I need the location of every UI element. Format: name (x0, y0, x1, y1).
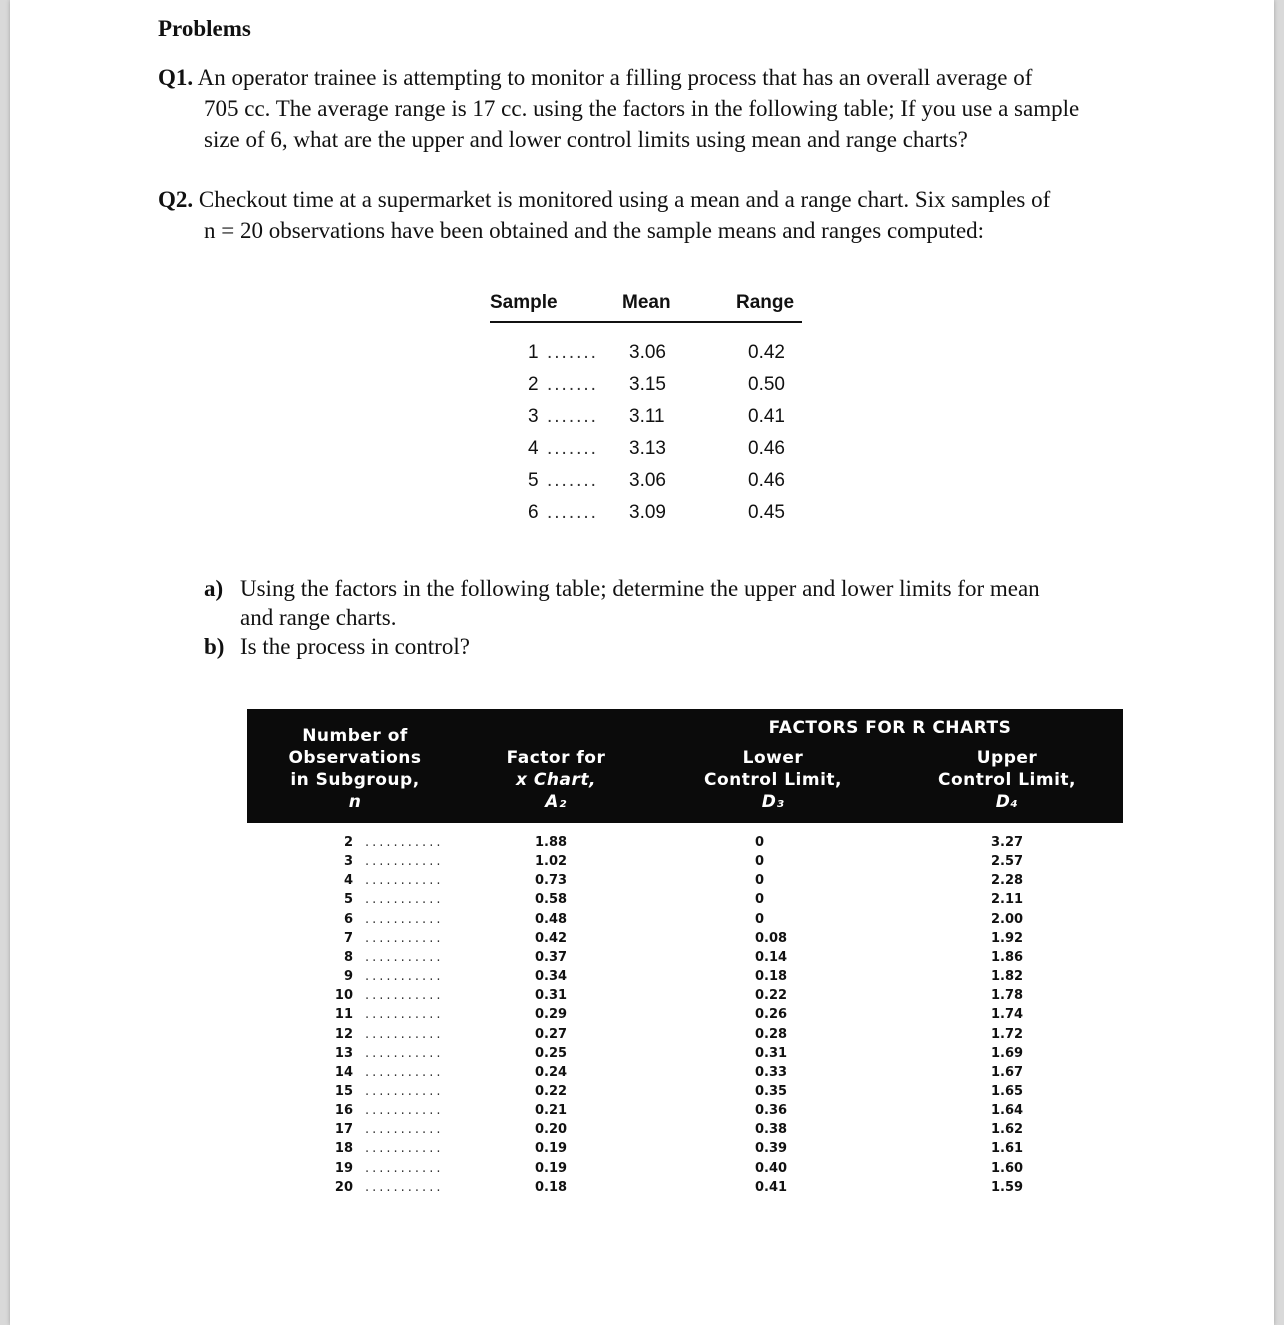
factor-row (247, 1007, 1123, 1026)
d4-value: 1.62 (991, 1122, 1024, 1138)
range-header: Range (736, 292, 795, 313)
observations-header-line: in Subgroup, (290, 770, 420, 790)
leader-dots: ........... (365, 1026, 444, 1042)
subgroup-size: 9 (343, 969, 353, 985)
sample-number: 4 (528, 438, 539, 459)
leader-dots: ........... (365, 1083, 444, 1099)
subquestion-a-line-1: Using the factors in the following table; determine the upper and lower limits for mean (240, 576, 1040, 601)
d3-header-line: Lower (742, 748, 804, 768)
d3-value: 0.38 (755, 1122, 788, 1138)
d4-value: 1.59 (991, 1179, 1024, 1195)
leader-dots: ........... (365, 873, 444, 889)
factor-row (247, 988, 1123, 1007)
d4-value: 1.86 (991, 949, 1024, 965)
factors-for-r-charts-header: FACTORS FOR R CHARTS (768, 718, 1012, 738)
d3-value: 0.26 (755, 1007, 788, 1023)
d3-value: 0.28 (755, 1026, 788, 1042)
factor-row (247, 1046, 1123, 1065)
factor-row (247, 1027, 1123, 1046)
a2-value: 0.19 (535, 1160, 568, 1176)
question-2-line-2: n = 20 observations have been obtained and the sample means and ranges computed: (204, 218, 985, 243)
subgroup-size: 20 (334, 1179, 353, 1195)
d4-value: 2.28 (991, 873, 1024, 889)
observations-header-symbol: n (348, 792, 362, 812)
a2-value: 0.73 (535, 873, 568, 889)
subquestion-b-label: b) (204, 634, 225, 659)
leader-dots: ........... (365, 1122, 444, 1138)
d4-value: 1.74 (991, 1007, 1024, 1023)
d4-value: 2.11 (991, 892, 1024, 908)
leader-dots: ....... (547, 502, 598, 523)
factor-row (247, 835, 1123, 854)
leader-dots: ....... (547, 342, 598, 363)
question-1-line-3: size of 6, what are the upper and lower control limits using mean and range charts? (204, 127, 968, 152)
sample-mean: 3.15 (629, 374, 666, 395)
sample-row (490, 374, 810, 406)
d4-header-line: Control Limit, (938, 770, 1076, 790)
subgroup-size: 6 (343, 911, 353, 927)
leader-dots: ........... (365, 1064, 444, 1080)
document-page (10, 0, 1274, 1325)
a2-value: 0.29 (535, 1007, 568, 1023)
sample-number: 2 (528, 374, 539, 395)
d3-value: 0.36 (755, 1103, 788, 1119)
leader-dots: ....... (547, 470, 598, 491)
sample-row (490, 438, 810, 470)
sample-number: 5 (528, 470, 539, 491)
a2-value: 0.21 (535, 1103, 568, 1119)
factor-row (247, 912, 1123, 931)
d4-value: 1.65 (991, 1083, 1024, 1099)
sample-range: 0.42 (748, 342, 785, 363)
question-2-line-1: Checkout time at a supermarket is monitored using a mean and a range chart. Six samples of (198, 187, 1051, 212)
a2-value: 0.27 (535, 1026, 568, 1042)
leader-dots: ........... (365, 835, 444, 850)
a2-value: 0.24 (535, 1064, 568, 1080)
d4-value: 1.82 (991, 969, 1024, 985)
leader-dots: ........... (365, 969, 444, 985)
d3-value: 0 (755, 892, 765, 908)
leader-dots: ........... (365, 949, 444, 965)
a2-header-line: Factor for (506, 748, 606, 768)
d3-value: 0.33 (755, 1064, 788, 1080)
subgroup-size: 13 (334, 1045, 353, 1061)
subgroup-size: 17 (334, 1122, 353, 1138)
d4-value: 1.67 (991, 1064, 1024, 1080)
a2-value: 0.31 (535, 988, 568, 1004)
observations-header-line: Observations (288, 748, 422, 768)
subgroup-size: 19 (334, 1160, 353, 1176)
subgroup-size: 12 (334, 1026, 353, 1042)
d4-value: 3.27 (991, 835, 1024, 850)
a2-value: 0.18 (535, 1179, 568, 1195)
question-1-label: Q1. (158, 65, 194, 90)
factor-row (247, 892, 1123, 911)
observations-header-line: Number of (302, 726, 408, 746)
subgroup-size: 5 (343, 892, 353, 908)
d3-header-symbol: D₃ (761, 792, 785, 812)
a2-value: 0.34 (535, 969, 568, 985)
d3-value: 0.39 (755, 1141, 788, 1157)
leader-dots: ........... (365, 892, 444, 908)
d4-value: 1.78 (991, 988, 1024, 1004)
a2-value: 0.19 (535, 1141, 568, 1157)
d3-value: 0 (755, 854, 765, 870)
d4-value: 1.72 (991, 1026, 1024, 1042)
subgroup-size: 11 (334, 1007, 353, 1023)
leader-dots: ........... (365, 988, 444, 1004)
question-1-line-1: An operator trainee is attempting to monitor a filling process that has an overall average of (197, 65, 1033, 90)
d3-value: 0.08 (755, 930, 788, 946)
factor-row (247, 1180, 1123, 1199)
d3-value: 0 (755, 835, 765, 850)
subgroup-size: 8 (343, 949, 353, 965)
mean-header: Mean (622, 292, 671, 313)
sample-row (490, 406, 810, 438)
d4-value: 2.57 (991, 854, 1024, 870)
subquestion-b-text: Is the process in control? (240, 634, 470, 659)
leader-dots: ........... (365, 1103, 444, 1119)
d4-header-symbol: D₄ (995, 792, 1019, 812)
subgroup-size: 10 (334, 988, 353, 1004)
subgroup-size: 16 (334, 1103, 353, 1119)
leader-dots: ....... (547, 374, 598, 395)
factor-row (247, 1161, 1123, 1180)
leader-dots: ........... (365, 1160, 444, 1176)
d4-value: 1.92 (991, 930, 1024, 946)
factor-table-header (247, 709, 1123, 823)
d3-value: 0.35 (755, 1083, 788, 1099)
a2-value: 0.48 (535, 911, 568, 927)
sample-mean: 3.06 (629, 470, 666, 491)
factor-row (247, 1141, 1123, 1160)
factor-row (247, 1103, 1123, 1122)
sample-mean: 3.09 (629, 502, 666, 523)
sample-header: Sample (490, 292, 558, 313)
d4-value: 1.60 (991, 1160, 1024, 1176)
factor-row (247, 950, 1123, 969)
leader-dots: ........... (365, 1141, 444, 1157)
factor-row (247, 1084, 1123, 1103)
a2-value: 0.25 (535, 1045, 568, 1061)
d4-value: 1.61 (991, 1141, 1024, 1157)
factor-row (247, 931, 1123, 950)
d3-value: 0.14 (755, 949, 788, 965)
sample-range: 0.45 (748, 502, 785, 523)
observations-header (255, 725, 455, 813)
sample-range: 0.46 (748, 470, 785, 491)
d3-value: 0.40 (755, 1160, 788, 1176)
a2-value: 0.22 (535, 1083, 568, 1099)
a2-value: 0.58 (535, 892, 568, 908)
a2-value: 0.42 (535, 930, 568, 946)
d3-value: 0 (755, 873, 765, 889)
d3-value: 0.31 (755, 1045, 788, 1061)
d3-header (673, 747, 873, 813)
leader-dots: ........... (365, 854, 444, 870)
question-2-label: Q2. (158, 187, 194, 212)
header-rule (490, 321, 802, 323)
sample-range: 0.41 (748, 406, 785, 427)
subgroup-size: 2 (343, 835, 353, 850)
d4-value: 1.64 (991, 1103, 1024, 1119)
factor-row (247, 969, 1123, 988)
leader-dots: ........... (365, 911, 444, 927)
sample-number: 1 (528, 342, 539, 363)
a2-value: 0.37 (535, 949, 568, 965)
leader-dots: ....... (547, 406, 598, 427)
d4-value: 2.00 (991, 911, 1024, 927)
sample-row (490, 342, 810, 374)
a2-value: 1.02 (535, 854, 568, 870)
d4-header-line: Upper (976, 748, 1038, 768)
sample-mean: 3.06 (629, 342, 666, 363)
sample-mean: 3.11 (629, 406, 665, 427)
subquestion-a-line-2: and range charts. (240, 605, 397, 630)
d3-header-line: Control Limit, (704, 770, 842, 790)
sample-row (490, 502, 810, 534)
sample-range: 0.50 (748, 374, 785, 395)
a2-header-line: x Chart, (516, 770, 596, 790)
d4-value: 1.69 (991, 1045, 1024, 1061)
factor-row (247, 1065, 1123, 1084)
factor-row (247, 1122, 1123, 1141)
sample-number: 3 (528, 406, 539, 427)
page-heading: Problems (158, 16, 251, 41)
a2-value: 0.20 (535, 1122, 568, 1138)
subgroup-size: 15 (334, 1083, 353, 1099)
leader-dots: ........... (365, 1179, 444, 1195)
a2-header (469, 747, 643, 813)
d3-value: 0.41 (755, 1179, 788, 1195)
d3-value: 0.22 (755, 988, 788, 1004)
a2-header-symbol: A₂ (545, 792, 567, 812)
subgroup-size: 14 (334, 1064, 353, 1080)
leader-dots: ........... (365, 930, 444, 946)
question-1-line-2: 705 cc. The average range is 17 cc. using the factors in the following table; If you use a sample (204, 96, 1080, 121)
d3-value: 0 (755, 911, 765, 927)
sample-number: 6 (528, 502, 539, 523)
sample-row (490, 470, 810, 502)
subgroup-size: 18 (334, 1141, 353, 1157)
factor-row (247, 854, 1123, 873)
leader-dots: ........... (365, 1007, 444, 1023)
sample-mean: 3.13 (629, 438, 666, 459)
leader-dots: ........... (365, 1045, 444, 1061)
subgroup-size: 4 (343, 873, 353, 889)
factor-row (247, 873, 1123, 892)
subgroup-size: 7 (343, 930, 353, 946)
leader-dots: ....... (547, 438, 598, 459)
d4-header (907, 747, 1107, 813)
sample-range: 0.46 (748, 438, 785, 459)
subgroup-size: 3 (343, 854, 353, 870)
subquestion-a-label: a) (204, 576, 224, 601)
a2-value: 1.88 (535, 835, 568, 850)
d3-value: 0.18 (755, 969, 788, 985)
